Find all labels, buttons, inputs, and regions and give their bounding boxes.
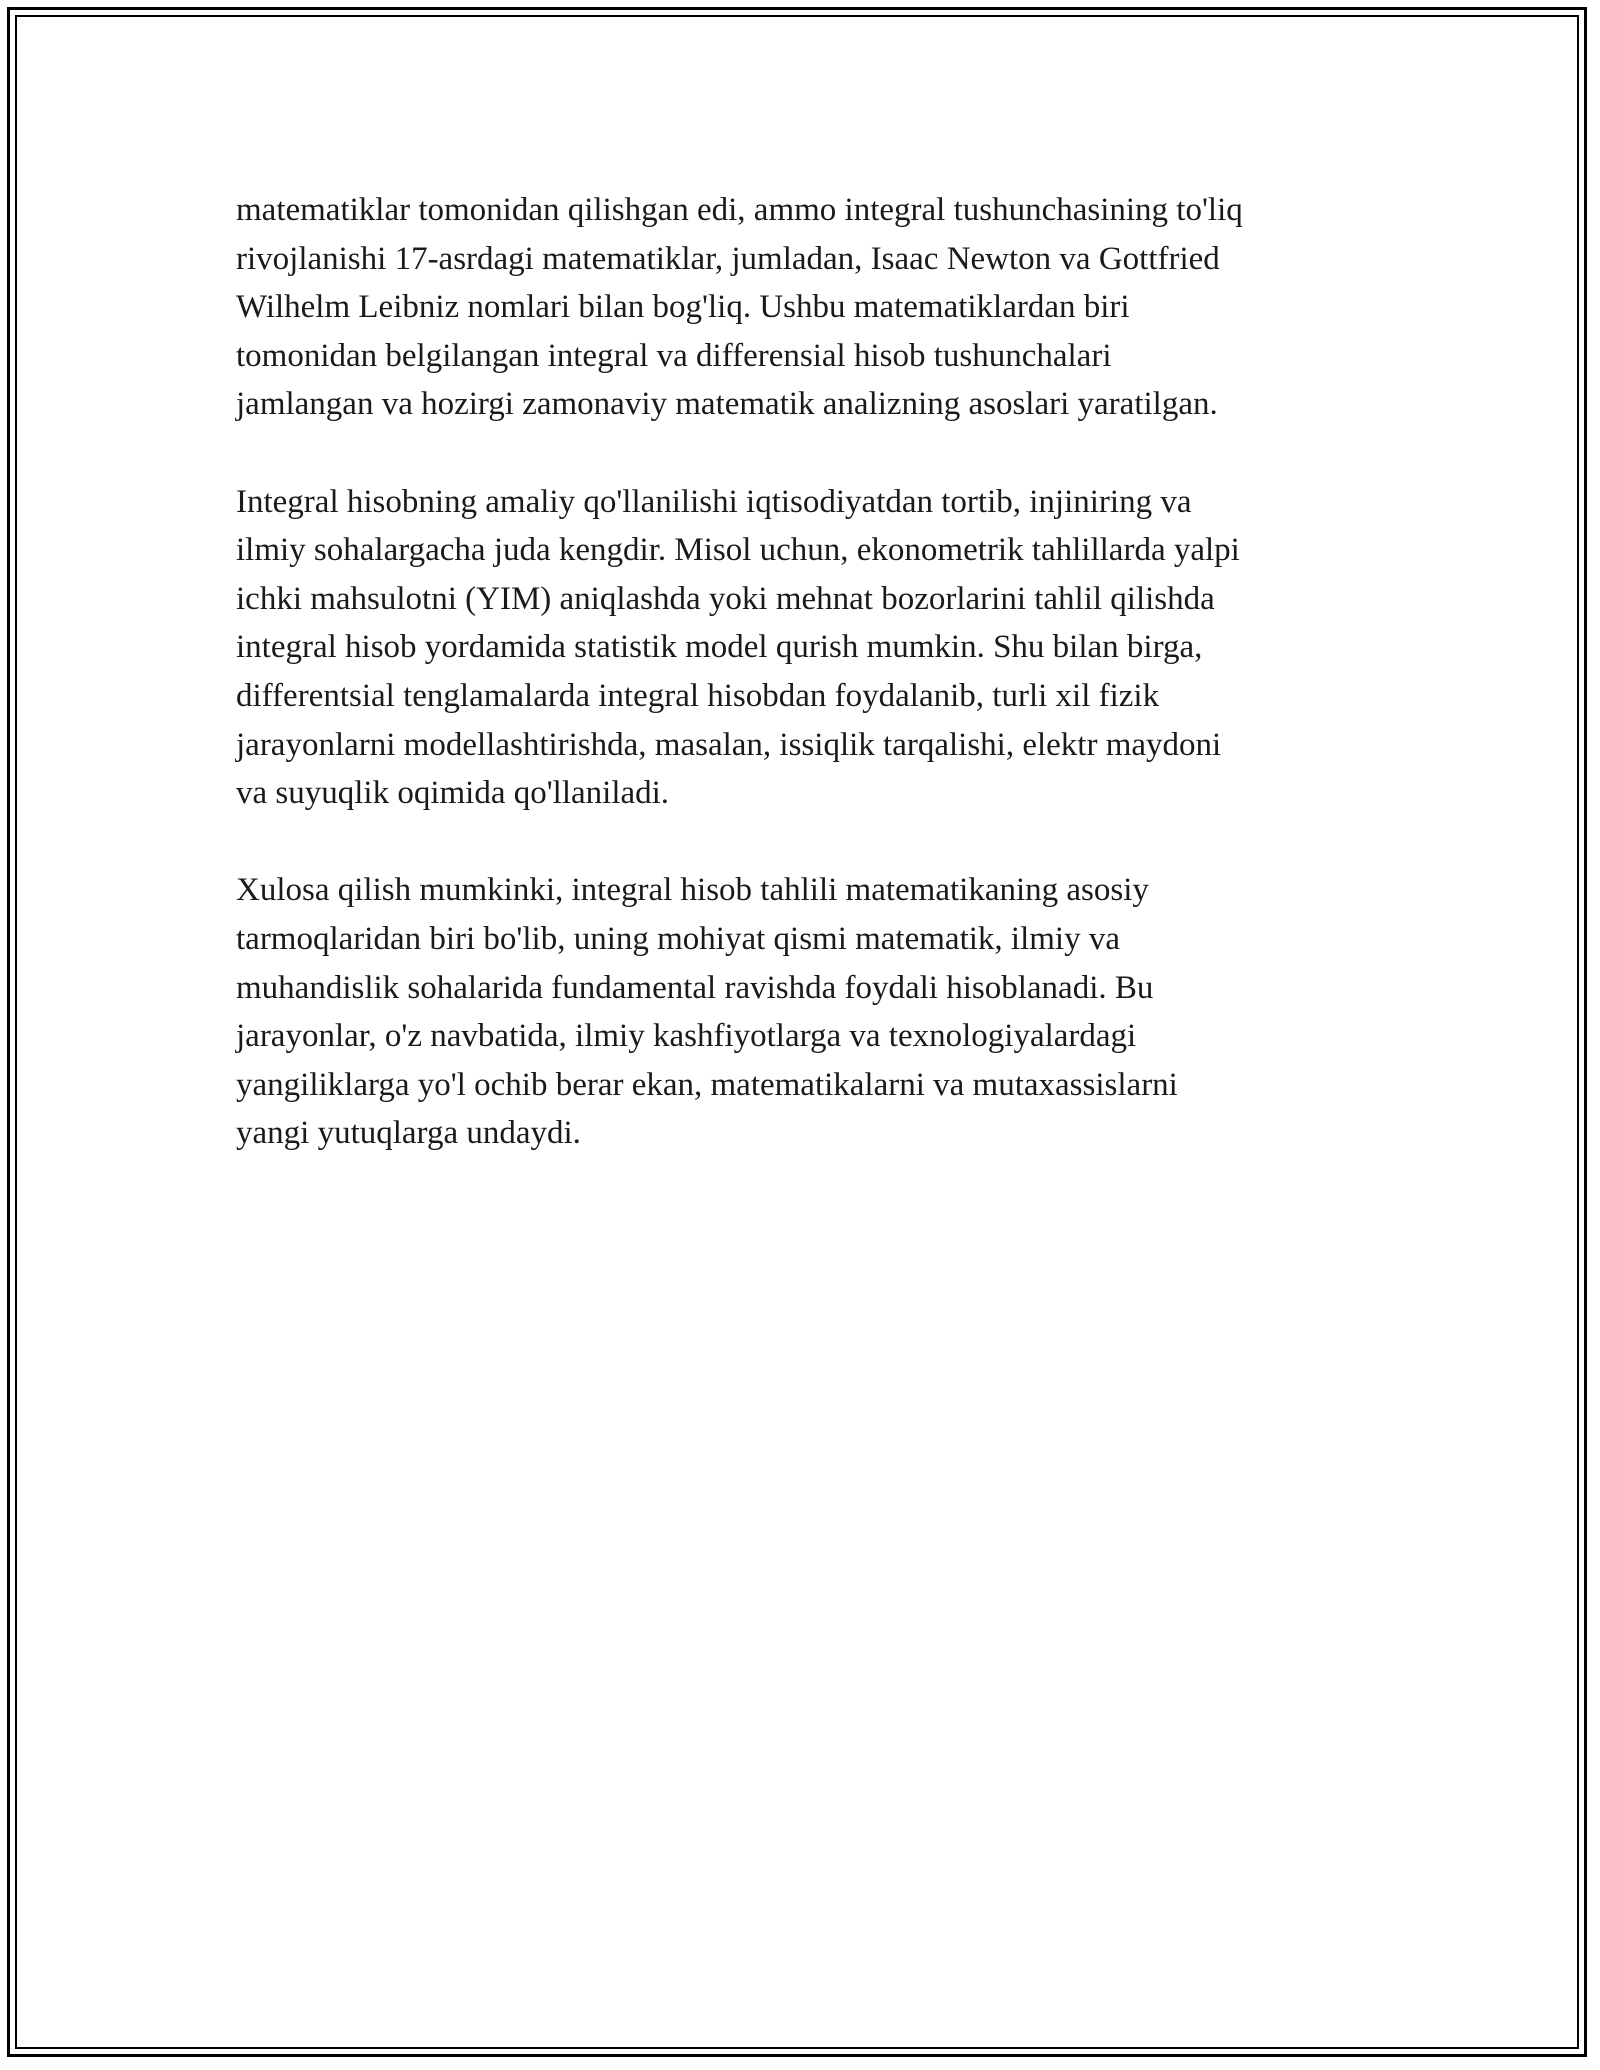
- text-line: yangiliklarga yo'l ochib berar ekan, matematikalarni va mutaxassislarni: [236, 1066, 1178, 1103]
- document-body: [236, 186, 1376, 1206]
- text-line: integral hisob yordamida statistik model qurish mumkin. Shu bilan birga,: [236, 629, 1203, 666]
- paragraph-conclusion: [236, 866, 1376, 1158]
- text-line: muhandislik sohalarida fundamental ravishda foydali hisoblanadi. Bu: [236, 969, 1154, 1006]
- text-line: tomonidan belgilangan integral va differensial hisob tushunchalari: [236, 337, 1112, 374]
- text-line: tarmoqlaridan biri bo'lib, uning mohiyat qismi matematik, ilmiy va: [236, 920, 1120, 957]
- text-line: jarayonlarni modellashtirishda, masalan, issiqlik tarqalishi, elektr maydoni: [236, 726, 1222, 763]
- text-line: matematiklar tomonidan qilishgan edi, ammo integral tushunchasining to'liq: [236, 192, 1243, 228]
- paragraph-history: [236, 186, 1376, 429]
- text-line: differentsial tenglamalarda integral hisobdan foydalanib, turli xil fizik: [236, 677, 1160, 714]
- text-line: Integral hisobning amaliy qo'llanilishi iqtisodiyatdan tortib, injiniring va: [236, 483, 1192, 520]
- text-line: jamlangan va hozirgi zamonaviy matematik analizning asoslari yaratilgan.: [236, 386, 1218, 423]
- text-line: Wilhelm Leibniz nomlari bilan bog'liq. Ushbu matematiklardan biri: [236, 289, 1130, 326]
- text-line: Xulosa qilish mumkinki, integral hisob tahlili matematikaning asosiy: [236, 872, 1149, 909]
- text-line: rivojlanishi 17-asrdagi matematiklar, jumladan, Isaac Newton va Gottfried: [236, 240, 1220, 277]
- text-line: va suyuqlik oqimida qo'llaniladi.: [236, 775, 670, 812]
- text-line: ilmiy sohalargacha juda kengdir. Misol uchun, ekonometrik tahlillarda yalpi: [236, 532, 1240, 569]
- paragraph-applications: [236, 478, 1376, 818]
- text-line: jarayonlar, o'z navbatida, ilmiy kashfiyotlarga va texnologiyalardagi: [236, 1018, 1137, 1055]
- text-line: ichki mahsulotni (YIM) aniqlashda yoki mehnat bozorlarini tahlil qilishda: [236, 580, 1215, 617]
- text-line: yangi yutuqlarga undaydi.: [236, 1115, 581, 1152]
